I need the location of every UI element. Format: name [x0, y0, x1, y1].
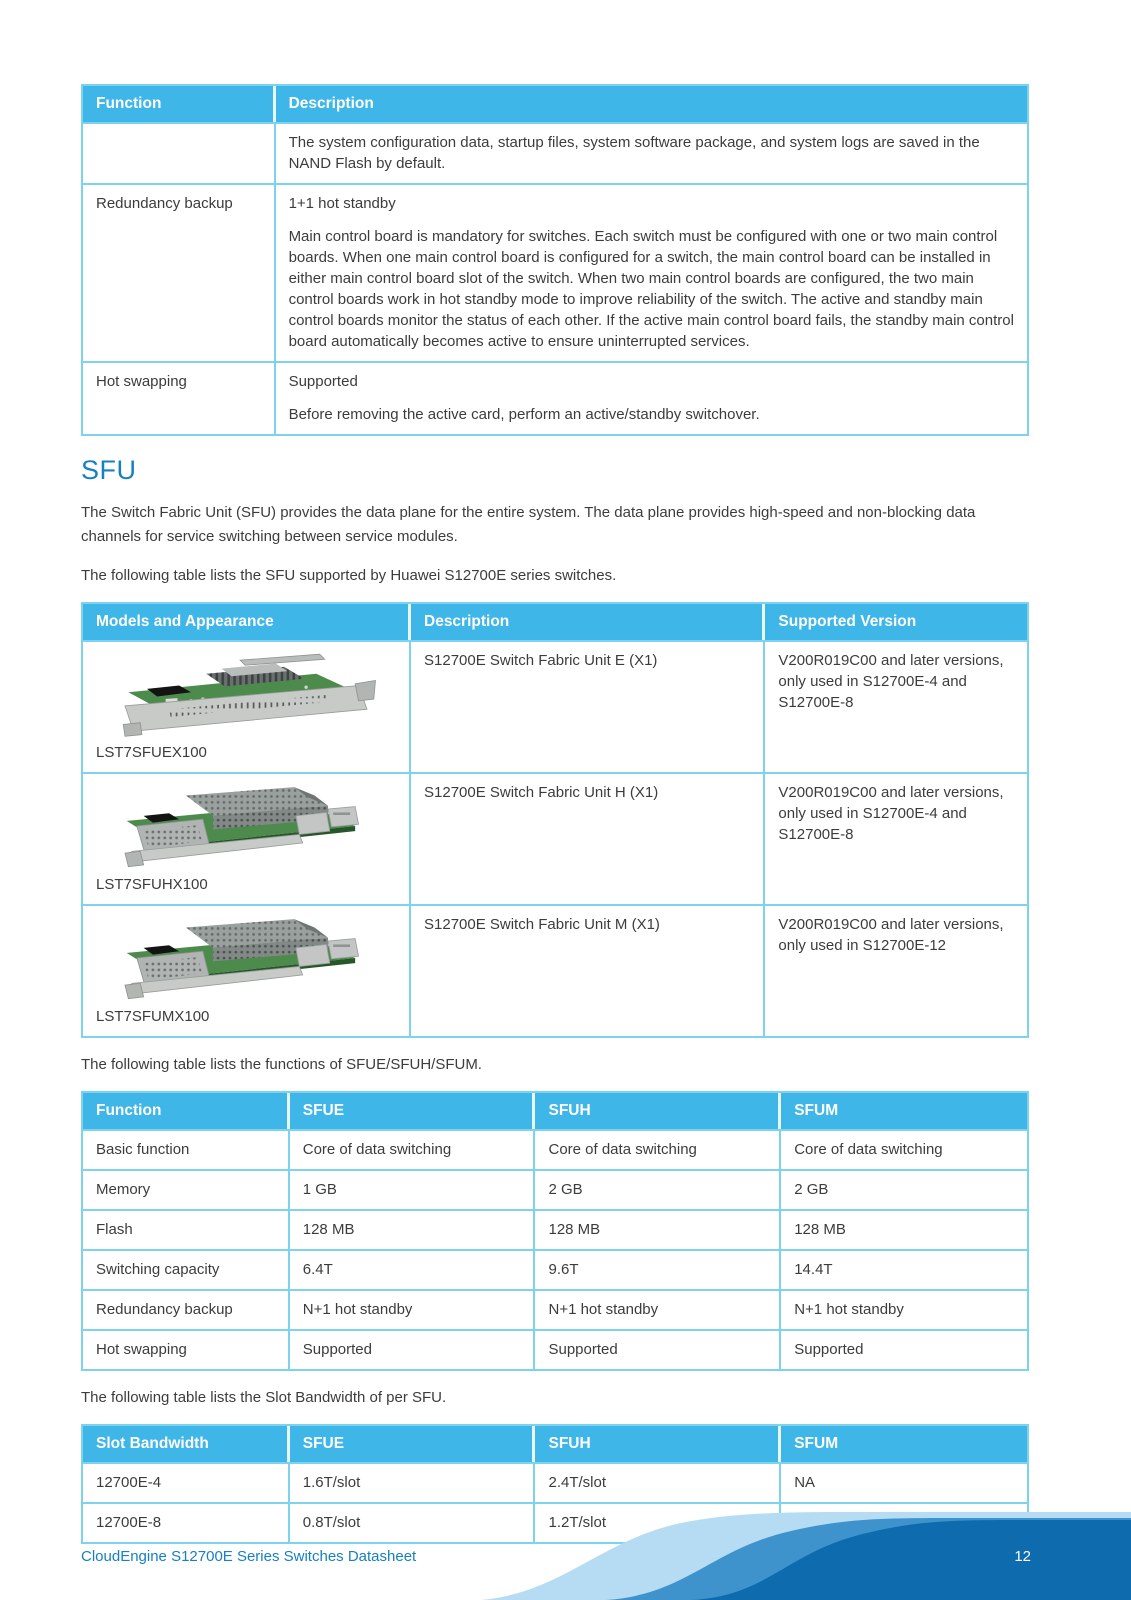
- cell-sfuh: 9.6T: [535, 1249, 781, 1289]
- cell-function: Memory: [83, 1169, 290, 1209]
- cell-sfum: N+1 hot standby: [781, 1289, 1027, 1329]
- cell-sfuh: N+1 hot standby: [535, 1289, 781, 1329]
- cell-function: Hot swapping: [83, 1329, 290, 1369]
- cell-sfue: Supported: [290, 1329, 536, 1369]
- table-row: [83, 640, 1027, 772]
- cell-sfuh: 2 GB: [535, 1169, 781, 1209]
- cell-sfue: 0.8T/slot: [290, 1502, 536, 1542]
- cell-sfuh: 1.2T/slot: [535, 1502, 781, 1542]
- table-row: [83, 361, 1027, 434]
- description-paragraph: 1+1 hot standby: [288, 195, 396, 212]
- cell-function: Flash: [83, 1209, 290, 1249]
- table-row: [83, 183, 1027, 361]
- description-paragraph: Main control board is mandatory for switches. Each switch must be configured with one or two main control boards. When one main control board is configured for a switch, the main control board can be installed in either main control board slot of the switch. When two main control boards are configured, the two main control boards work in hot standby mode to improve reliability of the switch. The active and standby main control boards monitor the status of each other. If the active main control board fails, the standby main control board automatically becomes active to ensure uninterrupted services.: [288, 228, 1014, 350]
- cell-description: [276, 183, 1027, 361]
- cell-model: [83, 640, 411, 772]
- column-header-function: Function: [83, 86, 276, 122]
- bandwidth-table-lead-paragraph: The following table lists the Slot Bandwidth of per SFU.: [81, 1389, 447, 1406]
- footer-wave-graphic: [451, 1485, 1131, 1600]
- functions-table-lead-paragraph: The following table lists the functions of SFUE/SFUH/SFUM.: [81, 1056, 482, 1073]
- column-header-version: Supported Version: [765, 604, 1027, 640]
- cell-version: V200R019C00 and later versions, only used in S12700E-4 and S12700E-8: [765, 640, 1027, 772]
- column-header-sfuh: SFUH: [535, 1426, 781, 1462]
- sfu-table-lead-paragraph: The following table lists the SFU supported by Huawei S12700E series switches.: [81, 567, 617, 584]
- column-header-sfue: SFUE: [290, 1426, 536, 1462]
- cell-sfum: 2 GB: [781, 1169, 1027, 1209]
- description-paragraph: Before removing the active card, perform an active/standby switchover.: [288, 406, 760, 423]
- cell-function: Redundancy backup: [83, 183, 276, 361]
- sfu-card-photo-m: [96, 914, 396, 1027]
- cell-sfue: 128 MB: [290, 1209, 536, 1249]
- table-row: [83, 1129, 1027, 1169]
- cell-version: V200R019C00 and later versions, only used in S12700E-4 and S12700E-8: [765, 772, 1027, 904]
- model-name: LST7SFUMX100: [96, 1008, 210, 1025]
- cell-function: Basic function: [83, 1129, 290, 1169]
- table-header-row: [83, 1093, 1027, 1129]
- cell-sfue: 1 GB: [290, 1169, 536, 1209]
- table-row: [83, 772, 1027, 904]
- cell-description: [276, 361, 1027, 434]
- table-row: [83, 1289, 1027, 1329]
- switch-card-illustration: [96, 914, 396, 1002]
- table-row: [83, 1329, 1027, 1369]
- table-row: [83, 1169, 1027, 1209]
- cell-sfum: NA: [781, 1462, 1027, 1502]
- cell-function: Hot swapping: [83, 361, 276, 434]
- switch-card-illustration: [96, 782, 396, 870]
- cell-sfue: 6.4T: [290, 1249, 536, 1289]
- table-row: [83, 904, 1027, 1036]
- cell-sfum: 128 MB: [781, 1209, 1027, 1249]
- cell-model: [83, 904, 411, 1036]
- model-name: LST7SFUHX100: [96, 876, 208, 893]
- footer-page-number: 12: [1014, 1548, 1031, 1565]
- column-header-models: Models and Appearance: [83, 604, 411, 640]
- cell-function: [83, 122, 276, 183]
- sfu-functions-table: [81, 1091, 1029, 1371]
- sfu-models-table: [81, 602, 1029, 1038]
- cell-version: V200R019C00 and later versions, only used in S12700E-12: [765, 904, 1027, 1036]
- cell-function: Redundancy backup: [83, 1289, 290, 1329]
- section-heading-sfu: SFU: [81, 455, 137, 485]
- cell-sfuh: 128 MB: [535, 1209, 781, 1249]
- footer-doc-title: CloudEngine S12700E Series Switches Datasheet: [81, 1548, 417, 1565]
- cell-chassis: 12700E-4: [83, 1462, 290, 1502]
- table-row: [83, 1209, 1027, 1249]
- cell-sfue: 1.6T/slot: [290, 1462, 536, 1502]
- table-header-row: [83, 1426, 1027, 1462]
- cell-sfuh: Supported: [535, 1329, 781, 1369]
- column-header-slot-bandwidth: Slot Bandwidth: [83, 1426, 290, 1462]
- cell-chassis: 12700E-8: [83, 1502, 290, 1542]
- cell-function: Switching capacity: [83, 1249, 290, 1289]
- column-header-sfuh: SFUH: [535, 1093, 781, 1129]
- cell-model: [83, 772, 411, 904]
- table-header-row: [83, 604, 1027, 640]
- page-content: [81, 84, 1029, 1544]
- cell-description: [276, 122, 1027, 183]
- sfu-card-photo-e: [96, 650, 396, 763]
- column-header-sfum: SFUM: [781, 1426, 1027, 1462]
- cell-sfue: N+1 hot standby: [290, 1289, 536, 1329]
- cell-description: S12700E Switch Fabric Unit H (X1): [411, 772, 765, 904]
- cell-sfum: Supported: [781, 1329, 1027, 1369]
- sfu-card-photo-h: [96, 782, 396, 895]
- cell-sfue: Core of data switching: [290, 1129, 536, 1169]
- cell-sfuh: 2.4T/slot: [535, 1462, 781, 1502]
- table-row: [83, 1249, 1027, 1289]
- column-header-sfum: SFUM: [781, 1093, 1027, 1129]
- cell-description: S12700E Switch Fabric Unit E (X1): [411, 640, 765, 772]
- switch-card-illustration: [96, 650, 396, 738]
- description-paragraph: The system configuration data, startup files, system software package, and system logs are saved in the NAND Flash by default.: [288, 134, 980, 172]
- model-name: LST7SFUEX100: [96, 744, 207, 761]
- column-header-function: Function: [83, 1093, 290, 1129]
- cell-description: S12700E Switch Fabric Unit M (X1): [411, 904, 765, 1036]
- column-header-description: Description: [411, 604, 765, 640]
- column-header-sfue: SFUE: [290, 1093, 536, 1129]
- description-paragraph: Supported: [288, 373, 358, 390]
- cell-sfuh: Core of data switching: [535, 1129, 781, 1169]
- cell-sfum: Core of data switching: [781, 1129, 1027, 1169]
- function-description-table: [81, 84, 1029, 436]
- sfu-intro-paragraph: The Switch Fabric Unit (SFU) provides the data plane for the entire system. The data plane provides high-speed and non-blocking data channels for service switching between service modules.: [81, 504, 976, 545]
- table-row: [83, 122, 1027, 183]
- column-header-description: Description: [276, 86, 1027, 122]
- cell-sfum: 14.4T: [781, 1249, 1027, 1289]
- table-header-row: [83, 86, 1027, 122]
